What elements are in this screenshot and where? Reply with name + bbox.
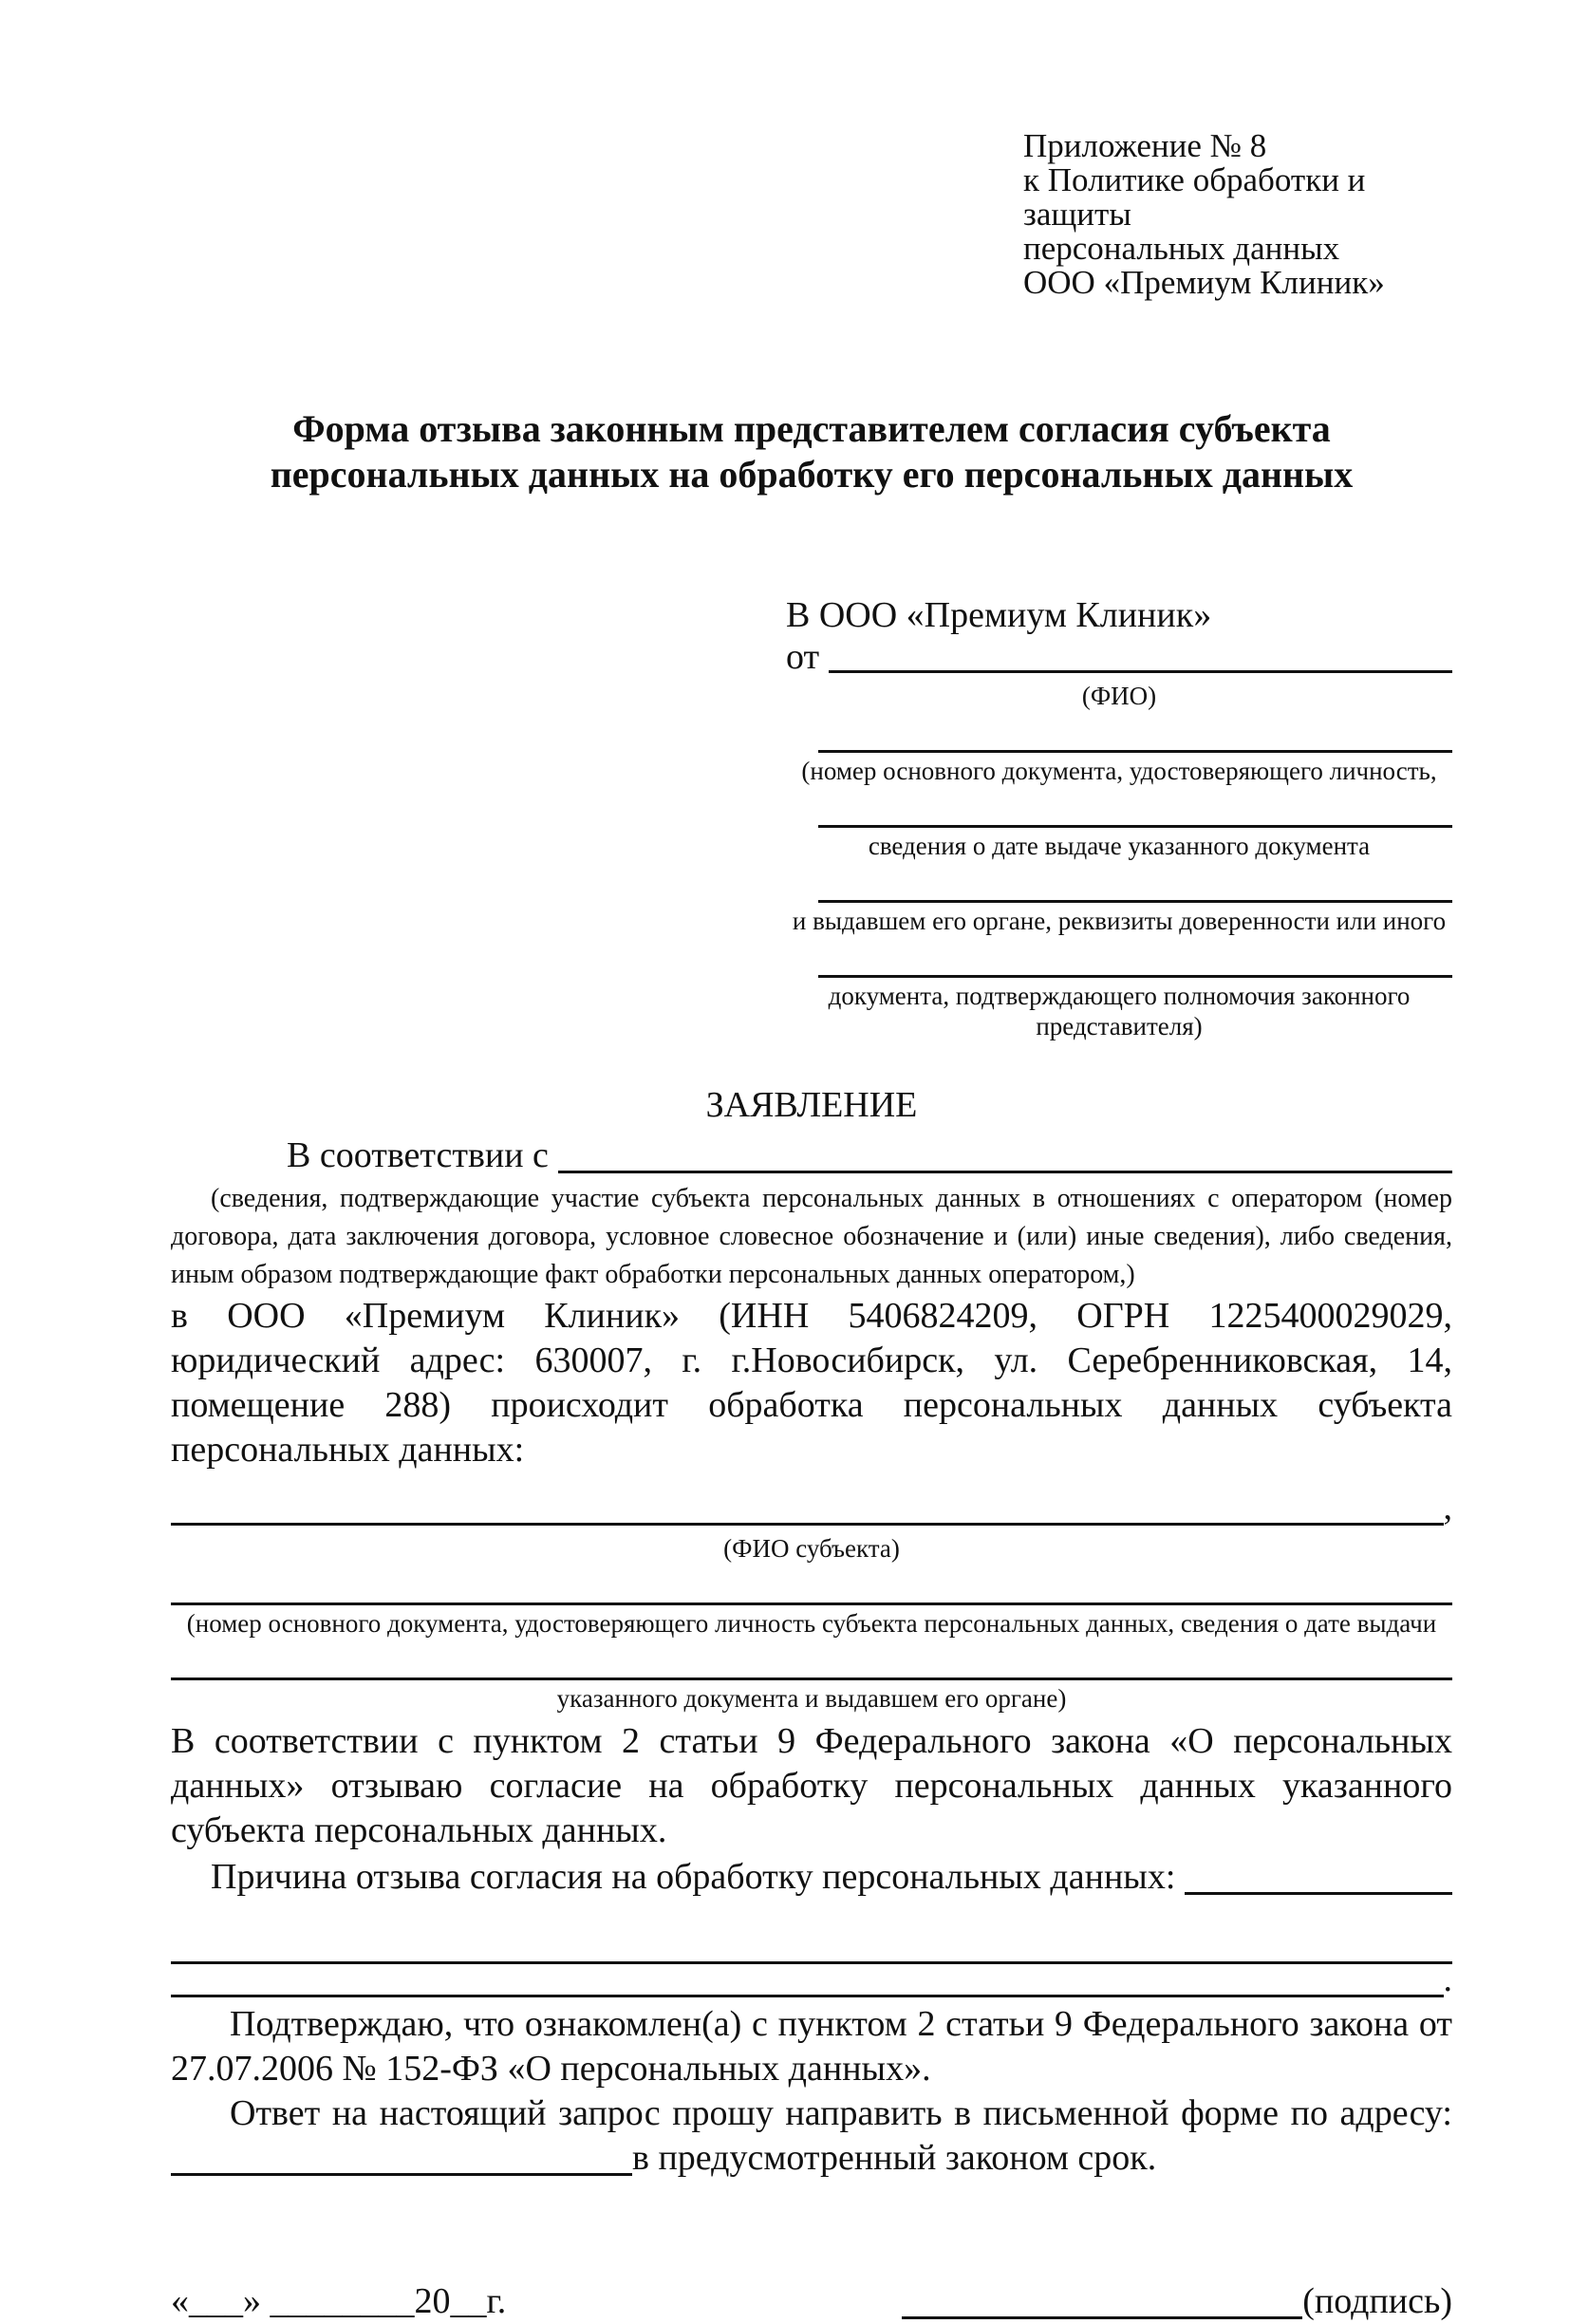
write-in-line: [171, 1995, 1444, 1997]
field-caption: (номер основного документа, удостоверяющего личность,: [801, 757, 1437, 785]
from-label: от: [786, 637, 820, 677]
period: .: [1443, 1959, 1452, 1999]
statement-heading: ЗАЯВЛЕНИЕ: [705, 1085, 918, 1125]
write-in-line: [171, 1926, 1452, 1964]
write-in-line: [171, 1523, 1444, 1526]
write-in-line: [1185, 1892, 1452, 1895]
subject-doc-field: [171, 1577, 1452, 1639]
header-note: [1023, 129, 1452, 300]
addressee-block: [786, 594, 1452, 1041]
subject-doc-caption: (номер основного документа, удостоверяющего личность субъекта персональных данных, сведения о дате выдачи: [186, 1609, 1437, 1638]
response-address-row: [171, 2136, 1452, 2181]
write-in-line: [818, 799, 1452, 828]
header-line: Приложение № 8: [1023, 127, 1267, 164]
form-title: Форма отзыва законным представителем согласия субъекта персональных данных на обработку его персональных данных: [270, 407, 1354, 496]
date-line: «___» ________20__г.: [171, 2281, 507, 2321]
comma: ,: [1443, 1488, 1452, 1527]
subject-name-row: [171, 1486, 1452, 1530]
subject-doc-field: [171, 1652, 1452, 1714]
reason-blank-row: [171, 1959, 1452, 2002]
header-line: ООО «Премиум Клиник»: [1023, 264, 1385, 301]
write-in-line: [818, 949, 1452, 978]
header-line: персональных данных: [1023, 230, 1340, 267]
write-in-line: [558, 1171, 1452, 1173]
write-in-line: [818, 724, 1452, 753]
statement-lead: В соответствии с: [287, 1135, 549, 1175]
field-caption: сведения о дате выдаче указанного документа: [868, 832, 1371, 860]
representative-doc-field: [786, 949, 1452, 1041]
subject-doc-caption: указанного документа и выдавшем его органе): [556, 1684, 1067, 1713]
confirmation-paragraph: Подтверждаю, что ознакомлен(а) с пунктом 2 статьи 9 Федерального закона от 27.07.2006 № 152-ФЗ «О персональных данных».: [171, 2004, 1452, 2089]
response-tail: в предусмотренный законом срок.: [632, 2138, 1157, 2178]
representative-doc-field: [786, 799, 1452, 861]
reason-row: [171, 1855, 1452, 1900]
reason-label: Причина отзыва согласия на обработку персональных данных:: [211, 1857, 1176, 1897]
field-caption: документа, подтверждающего полномочия законного представителя): [828, 982, 1411, 1040]
field-caption: и выдавшем его органе, реквизиты доверенности или иного: [792, 907, 1447, 935]
representative-doc-field: [786, 874, 1452, 936]
addressee-from-row: [786, 636, 1452, 678]
header-line: к Политике обработки и защиты: [1023, 161, 1366, 233]
representative-doc-field: [786, 724, 1452, 786]
write-in-line: [829, 670, 1452, 673]
statement-lead-row: [171, 1134, 1452, 1178]
signature-caption: (подпись): [1302, 2281, 1452, 2321]
write-in-line: [171, 1577, 1452, 1605]
write-in-line: [171, 2173, 632, 2176]
response-request: Ответ на настоящий запрос прошу направить в письменной форме по адресу:: [230, 2093, 1452, 2133]
addressee-to: В ООО «Премиум Клиник»: [786, 595, 1212, 635]
signature-block: [902, 2279, 1452, 2324]
subject-fio-caption: (ФИО субъекта): [723, 1534, 900, 1563]
statement-note: (сведения, подтверждающие участие субъекта персональных данных в отношениях с оператором (номер договора, дата заключения договора, условное словесное обозначение и (или) иные сведения), либо сведения, иным образом подтверждающие факт обработки персональных данных оператором,): [171, 1184, 1452, 1289]
write-in-line: [818, 874, 1452, 903]
footer: [171, 2279, 1452, 2324]
write-in-line: [171, 1652, 1452, 1680]
signature-line: [902, 2316, 1302, 2319]
fio-caption: (ФИО): [1081, 682, 1157, 710]
operator-paragraph: в ООО «Премиум Клиник» (ИНН 5406824209, ОГРН 1225400029029, юридический адрес: 630007, г. г.Новосибирск, ул. Серебренниковская, 14, помещение 288) происходит обработка персональных данных субъекта персональных данных:: [171, 1296, 1452, 1470]
law-paragraph: В соответствии с пунктом 2 статьи 9 Федерального закона «О персональных данных» отзываю согласие на обработку персональных данных указанного субъекта персональных данных.: [171, 1721, 1452, 1850]
